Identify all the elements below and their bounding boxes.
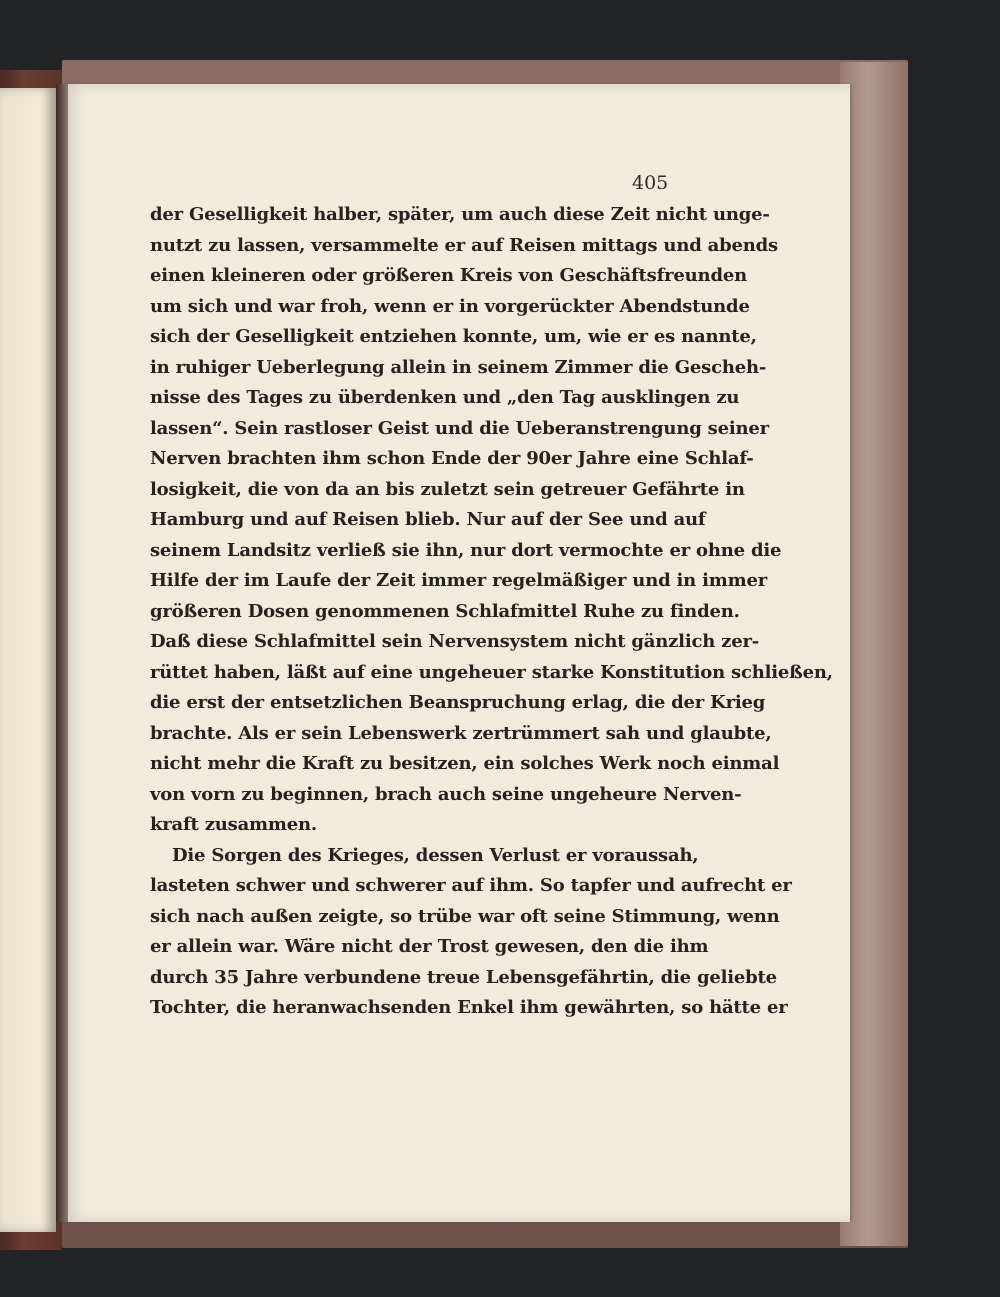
page-number: 405 — [632, 172, 669, 194]
text-line: lasteten schwer und schwerer auf ihm. So tapfer und aufrecht er — [150, 875, 792, 896]
text-line: von vorn zu beginnen, brach auch seine ungeheure Nerven- — [150, 783, 742, 805]
text-line: größeren Dosen genommenen Schlafmittel Ruhe zu finden. — [150, 600, 740, 622]
text-line: sich der Geselligkeit entziehen konnte, um, wie er es nannte, — [150, 326, 757, 347]
text-line: Tochter, die heranwachsenden Enkel ihm gewährten, so hätte er — [150, 997, 788, 1018]
text-line: einen kleineren oder größeren Kreis von Geschäftsfreunden — [150, 265, 747, 286]
text-line: brachte. Als er sein Lebenswerk zertrümmert sah und glaubte, — [150, 722, 772, 744]
text-line: nisse des Tages zu überdenken und „den Tag ausklingen zu — [150, 387, 740, 408]
text-line: lassen“. Sein rastloser Geist und die Ueberanstrengung seiner — [150, 417, 769, 439]
left-page-edge — [0, 88, 56, 1232]
text-line: losigkeit, die von da an bis zuletzt sein getreuer Gefährte in — [150, 478, 745, 500]
text-line: nutzt zu lassen, versammelte er auf Reisen mittags und abends — [150, 234, 778, 256]
text-line: um sich und war froh, wenn er in vorgerückter Abendstunde — [150, 295, 750, 317]
body-text — [150, 200, 833, 1024]
text-line: er allein war. Wäre nicht der Trost gewesen, den die ihm — [150, 936, 709, 957]
text-line: Nerven brachten ihm schon Ende der 90er Jahre eine Schlaf- — [150, 448, 754, 469]
cover-right-edge — [840, 62, 908, 1246]
text-line: sich nach außen zeigte, so trübe war oft seine Stimmung, wenn — [150, 905, 780, 927]
text-line: in ruhiger Ueberlegung allein in seinem Zimmer die Gescheh- — [150, 356, 767, 378]
text-line: der Geselligkeit halber, später, um auch diese Zeit nicht unge- — [150, 204, 770, 225]
text-line: die erst der entsetzlichen Beanspruchung erlag, die der Krieg — [150, 692, 766, 713]
text-line: nicht mehr die Kraft zu besitzen, ein solches Werk noch einmal — [150, 753, 780, 774]
text-line: kraft zusammen. — [150, 814, 317, 835]
text-line: Hamburg und auf Reisen blieb. Nur auf der See und auf — [150, 509, 706, 530]
text-line: Hilfe der im Laufe der Zeit immer regelmäßiger und in immer — [150, 570, 767, 591]
text-line: Daß diese Schlafmittel sein Nervensystem nicht gänzlich zer- — [150, 631, 760, 652]
text-line: seinem Landsitz verließ sie ihn, nur dort vermochte er ohne die — [150, 539, 782, 561]
text-line: rüttet haben, läßt auf eine ungeheuer starke Konstitution schließen, — [150, 661, 833, 683]
book-gutter — [56, 84, 68, 1222]
text-line: durch 35 Jahre verbundene treue Lebensgefährtin, die geliebte — [150, 966, 777, 988]
text-line: Die Sorgen des Krieges, dessen Verlust er voraussah, — [172, 844, 699, 866]
